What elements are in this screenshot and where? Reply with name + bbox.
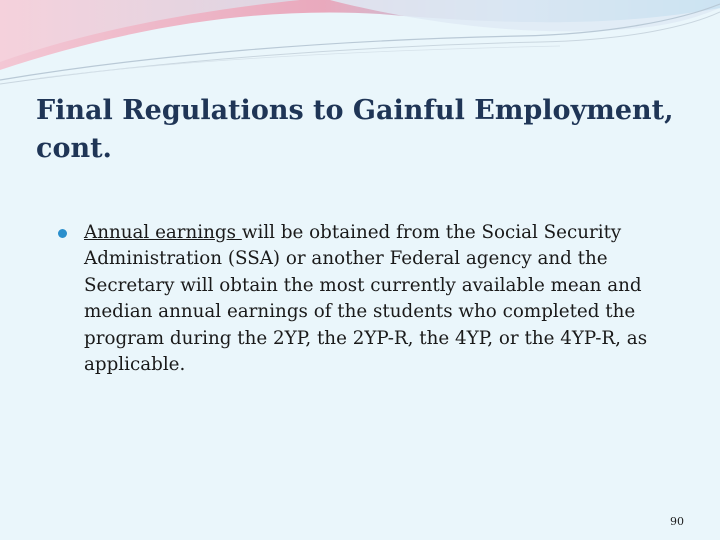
bullet-list	[58, 220, 668, 378]
bullet-term: Annual earnings	[84, 222, 242, 243]
header-decoration	[0, 0, 720, 90]
page-number: 90	[670, 515, 684, 528]
bullet-item	[58, 220, 668, 378]
slide-title: Final Regulations to Gainful Employment, cont.	[36, 95, 674, 164]
bullet-dot-icon	[58, 229, 67, 238]
bullet-text: will be obtained from the Social Security Administration (SSA) or another Federal agency and the Secretary will obtain the most currently available mean and median annual earnings of the students who completed the program during the 2YP, the 2YP-R, the 4YP, or the 4YP-R, as applicable.	[84, 222, 648, 376]
